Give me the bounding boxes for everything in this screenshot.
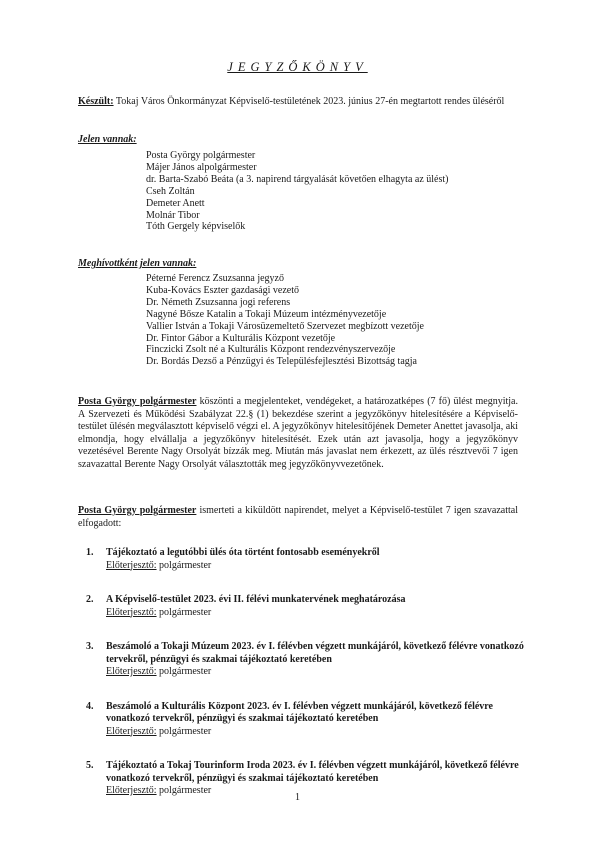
present-member: Molnár Tibor	[146, 209, 200, 221]
present-member: Tóth Gergely képviselők	[146, 221, 246, 233]
agenda-item-presenter	[106, 607, 526, 620]
invited-list	[146, 273, 424, 368]
presenter-value: polgármester	[156, 606, 212, 618]
invited-member: Finczicki Zsolt né a Kulturális Központ rendezvényszervezője	[146, 344, 396, 356]
document-title: JEGYZŐKÖNYV	[227, 60, 368, 74]
agenda-item-presenter	[106, 666, 526, 679]
present-member: dr. Barta-Szabó Beáta (a 3. napirend tárgyalását követően elhagyta az ülést)	[146, 173, 449, 185]
invited-member: Dr. Fintor Gábor a Kulturális Központ vezetője	[146, 332, 336, 344]
presenter-label: Előterjesztő:	[106, 666, 157, 677]
agenda-item-title: A Képviselő-testület 2023. évi II. félévi munkatervének meghatározása	[106, 594, 406, 605]
agenda-item-number: 3.	[86, 641, 94, 652]
agenda-item-number: 5.	[86, 760, 94, 771]
agenda-item-title: Tájékoztató a Tokaj Tourinform Iroda 2023. év I. félévben végzett munkájáról, következő félévre vonatkozó tervekről, pénzügyi és szakmai tájékoztató keretében	[106, 760, 519, 784]
agenda-item	[86, 547, 526, 572]
presenter-label: Előterjesztő:	[106, 785, 157, 796]
agenda-item	[86, 641, 526, 679]
presenter-value: polgármester	[156, 725, 212, 737]
intro-text: Tokaj Város Önkormányzat Képviselő-testületének 2023. június 27-én megtartott rendes üléséről	[113, 96, 505, 107]
presenter-label: Előterjesztő:	[106, 606, 157, 618]
present-member: Májer János alpolgármester	[146, 161, 257, 173]
agenda-item-title: Tájékoztató a legutóbbi ülés óta történt fontosabb eseményekről	[106, 547, 380, 558]
present-member: Cseh Zoltán	[146, 185, 195, 197]
invited-member: Nagyné Bősze Katalin a Tokaji Múzeum intézményvezetője	[146, 308, 387, 320]
presenter-label: Előterjesztő:	[106, 725, 157, 737]
invited-label: Meghívottként jelen vannak:	[78, 258, 197, 269]
page-number: 1	[295, 792, 300, 803]
opening-speaker: Posta György polgármester	[78, 396, 197, 407]
agenda-item-title: Beszámoló a Kulturális Központ 2023. év I. félévben végzett munkájáról, következő félévre vonatkozó tervekről, pénzügyi és szakmai tájékoztató keretében	[106, 700, 493, 724]
agenda-item-title: Beszámoló a Tokaji Múzeum 2023. év I. félévben végzett munkájáról, következő félévre vonatkozó tervekről, pénzügyi és szakmai tájékoztató keretében	[106, 641, 524, 665]
opening-paragraph	[78, 396, 518, 472]
invited-member: Vallier István a Tokaji Városüzemeltető Szervezet megbízott vezetője	[146, 320, 424, 332]
opening-text: köszönti a megjelenteket, vendégeket, a határozatképes (7 fő) ülést megnyitja. A Szervezeti és Működési Szabályzat 22.§ (1) bekezdése szerint a jegyzőkönyv hitelesítésére a Képviselő-testület ülésén megválasztott képviselő végzi el. A jegyzőkönyv hitelesítőjének Demeter Anettet javasolja, aki elmondja, hogy elvállalja a jegyzőkönyv hitelesítését. Ezek után azt javasolja, hogy a jegyzőkönyv vezetésével Berente Nagy Orsolyát bízzák meg. Miután más javaslat nem érkezett, az ülés résztvevői 7 igen szavazattal Berente Nagy Orsolyát választották meg jegyzőkönyvvezetőnek.	[78, 396, 518, 470]
intro-label: Készült:	[78, 96, 114, 107]
agenda-intro-paragraph	[78, 505, 518, 530]
present-label: Jelen vannak:	[78, 134, 137, 145]
agenda-item	[86, 701, 526, 739]
invited-member: Péterné Ferencz Zsuzsanna jegyző	[146, 273, 284, 284]
present-member: Demeter Anett	[146, 197, 205, 209]
presenter-value: polgármester	[156, 559, 212, 571]
agenda-item	[86, 594, 526, 619]
agenda-list	[86, 547, 526, 820]
agenda-item-presenter	[106, 560, 526, 573]
agenda-intro-text: ismerteti a kiküldött napirendet, melyet a Képviselő-testület 7 igen szavazattal elfogadott:	[78, 505, 518, 529]
present-list	[146, 150, 448, 233]
agenda-item-number: 2.	[86, 594, 94, 605]
invited-member: Kuba-Kovács Eszter gazdasági vezető	[146, 284, 299, 296]
intro-paragraph	[78, 96, 518, 109]
agenda-item-number: 4.	[86, 700, 94, 712]
presenter-value: polgármester	[156, 785, 212, 796]
agenda-item-number: 1.	[86, 547, 94, 558]
agenda-intro-speaker: Posta György polgármester	[78, 505, 197, 516]
presenter-label: Előterjesztő:	[106, 559, 157, 571]
presenter-value: polgármester	[156, 666, 212, 677]
present-member: Posta György polgármester	[146, 150, 256, 161]
agenda-item-presenter	[106, 726, 526, 739]
invited-member: Dr. Bordás Dezső a Pénzügyi és Településfejlesztési Bizottság tagja	[146, 356, 417, 368]
invited-member: Dr. Németh Zsuzsanna jogi referens	[146, 296, 291, 308]
